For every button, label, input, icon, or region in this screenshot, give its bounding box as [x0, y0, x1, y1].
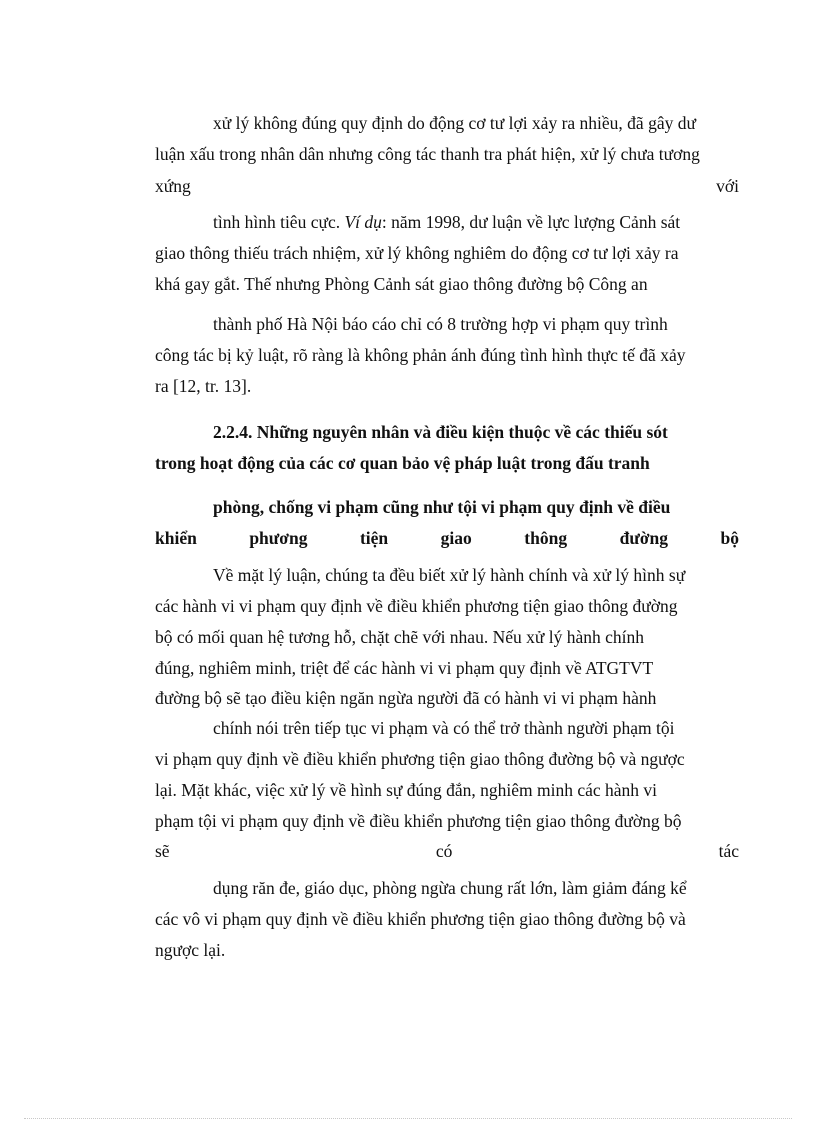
text-line: vi phạm quy định về điều khiển phương tiện giao thông đường bộ và ngược — [155, 749, 685, 769]
section-heading: 2.2.4. Những nguyên nhân và điều kiện thuộc về các thiếu sót — [213, 422, 668, 442]
text-line: xử lý không đúng quy định do động cơ tư lợi xảy ra nhiều, đã gây dư — [213, 113, 696, 133]
text-line: chính nói trên tiếp tục vi phạm và có thể trở thành người phạm tội — [213, 718, 675, 738]
text-line: đường bộ sẽ tạo điều kiện ngăn ngừa người đã có hành vi vi phạm hành — [155, 688, 657, 708]
text-line: dụng răn đe, giáo dục, phòng ngừa chung rất lớn, làm giảm đáng kể — [213, 878, 687, 898]
text-line: ra [12, tr. 13]. — [155, 376, 252, 396]
text-line: luận xấu trong nhân dân nhưng công tác thanh tra phát hiện, xử lý chưa tương — [155, 144, 700, 164]
section-heading-spread — [155, 527, 739, 549]
text-run: tình hình tiêu cực. — [213, 212, 345, 232]
emphasis-text: Ví dụ — [344, 212, 382, 232]
word: thông — [524, 528, 568, 548]
text-run: : năm 1998, dư luận về lực lượng Cảnh sát — [381, 212, 681, 232]
word: giao — [440, 528, 472, 548]
text-line-spread — [155, 175, 739, 197]
word: bộ — [720, 528, 739, 548]
text-line: khá gay gắt. Thế nhưng Phòng Cảnh sát giao thông đường bộ Công an — [155, 274, 648, 294]
text-line: phạm tội vi phạm quy định về điều khiển phương tiện giao thông đường bộ — [155, 811, 682, 831]
word: khiển — [155, 528, 197, 548]
section-heading: trong hoạt động của các cơ quan bảo vệ pháp luật trong đấu tranh — [155, 453, 650, 473]
text-line — [213, 211, 739, 233]
text-line: bộ có mối quan hệ tương hỗ, chặt chẽ với nhau. Nếu xử lý hành chính — [155, 627, 644, 647]
text-line: đúng, nghiêm minh, triệt để các hành vi vi phạm quy định về ATGTVT — [155, 658, 654, 678]
text-line: các hành vi vi phạm quy định về điều khiển phương tiện giao thông đường — [155, 596, 678, 616]
text-line: công tác bị kỷ luật, rõ ràng là không phản ánh đúng tình hình thực tế đã xảy — [155, 345, 686, 365]
text-line: Về mặt lý luận, chúng ta đều biết xử lý hành chính và xử lý hình sự — [213, 565, 686, 585]
text-line: lại. Mặt khác, việc xử lý về hình sự đúng đắn, nghiêm minh các hành vi — [155, 780, 658, 800]
word: với — [716, 176, 739, 196]
word: có — [435, 841, 453, 861]
word: xứng — [155, 176, 191, 196]
text-line-spread — [155, 840, 739, 862]
text-line: ngược lại. — [155, 940, 226, 960]
section-heading: phòng, chống vi phạm cũng như tội vi phạm quy định về điều — [213, 497, 671, 517]
word: tác — [718, 841, 739, 861]
word: sẽ — [155, 841, 170, 861]
word: đường — [619, 528, 669, 548]
text-line: các vô vi phạm quy định về điều khiển phương tiện giao thông đường bộ và — [155, 909, 686, 929]
word: phương — [249, 528, 308, 548]
word: tiện — [359, 528, 389, 548]
page-bottom-divider — [24, 1118, 792, 1119]
text-line: giao thông thiếu trách nhiệm, xử lý không nghiêm do động cơ tư lợi xảy ra — [155, 243, 679, 263]
text-line: thành phố Hà Nội báo cáo chỉ có 8 trường hợp vi phạm quy trình — [213, 314, 668, 334]
